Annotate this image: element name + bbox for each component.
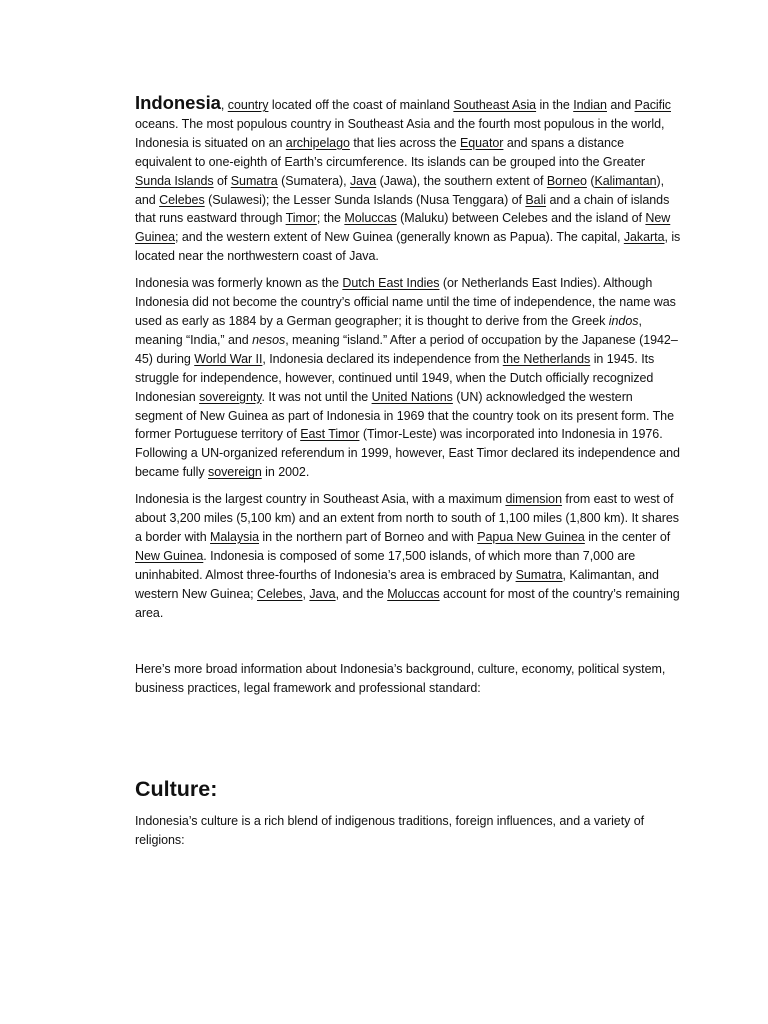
link-indian[interactable]: Indian <box>573 98 607 112</box>
link-united-nations[interactable]: United Nations <box>371 389 453 404</box>
text-run: of <box>213 173 231 188</box>
link-borneo[interactable]: Borneo <box>546 173 587 188</box>
link-equator[interactable]: Equator <box>459 135 504 150</box>
text-run: Indonesia was formerly known as the <box>135 276 343 291</box>
paragraph-history <box>135 274 683 482</box>
link-malaysia[interactable]: Malaysia <box>210 529 259 544</box>
text-run: located off the coast of mainland <box>268 98 454 112</box>
paragraph-culture: Indonesia’s culture is a rich blend of indigenous traditions, foreign influences, and a variety of religions: <box>135 814 645 848</box>
text-run: (Sumatera), <box>277 173 350 188</box>
link-java[interactable]: Java <box>349 173 377 188</box>
text-run: in 2002. <box>261 465 310 480</box>
text-run: (UN) acknowledged the western segment of New Guinea as part of Indonesia in 1969 that the country took on its present form. The former Portuguese territory of <box>135 389 674 442</box>
paragraph-intro: Here’s more broad information about Indonesia’s background, culture, economy, political system, business practices, legal framework and professional standard: <box>135 662 666 696</box>
text-run: oceans. The most populous country in Southeast Asia and the fourth most populous in the world, Indonesia is situated on an <box>135 116 665 150</box>
text-run: and <box>606 98 635 112</box>
link-world-war-ii[interactable]: World War II <box>194 351 263 366</box>
link-sunda-islands[interactable]: Sunda Islands <box>135 173 214 188</box>
text-run: and a chain of islands that runs eastward through <box>135 192 670 226</box>
text-run: ; the <box>316 211 345 226</box>
link-jakarta[interactable]: Jakarta <box>623 230 665 245</box>
text-run: , Indonesia declared its independence from <box>262 351 503 366</box>
link-new-guinea[interactable]: New Guinea <box>135 211 671 245</box>
text-run: in 1945. Its struggle for independence, however, continued until 1949, when the Dutch officially recognized Indonesian <box>135 351 655 404</box>
text-run: (Timor-Leste) was incorporated into Indonesia in 1976. Following a UN-organized referendum in 1999, however, East Timor declared its independence and became fully <box>135 427 680 480</box>
text-run: in the <box>536 98 574 112</box>
text-run: in the center of <box>584 529 671 544</box>
link-sovereign[interactable]: sovereign <box>208 465 262 480</box>
lead-term: Indonesia <box>135 92 221 113</box>
text-run: (or Netherlands East Indies). Although Indonesia did not become the country’s official name until the time of independence, the name was used as early as 1884 by a German geographer; it is thought to derive from the Greek <box>135 276 676 328</box>
text-run: . Indonesia is composed of some 17,500 islands, of which more than 7,000 are uninhabited. Almost three-fourths of Indonesia’s area is embraced by <box>135 548 636 582</box>
text-run: account for most of the country’s remaining area. <box>135 586 680 620</box>
link-east-timor[interactable]: East Timor <box>300 427 360 442</box>
link-sumatra[interactable]: Sumatra <box>515 567 563 582</box>
link-bali[interactable]: Bali <box>525 192 547 207</box>
link-the-netherlands[interactable]: the Netherlands <box>502 351 591 366</box>
text-run: that lies across the <box>349 135 460 150</box>
text-run: Indonesia is the largest country in Southeast Asia, with a maximum <box>135 492 506 507</box>
link-moluccas[interactable]: Moluccas <box>387 586 440 601</box>
text-run: , and the <box>335 586 388 601</box>
text-run: (Jawa), the southern extent of <box>376 173 547 188</box>
document-page <box>135 94 683 858</box>
text-run: , Kalimantan, and western New Guinea; <box>135 567 659 601</box>
link-southeast-asia[interactable]: Southeast Asia <box>453 98 537 112</box>
link-celebes[interactable]: Celebes <box>256 586 303 601</box>
text-run: from east to west of about 3,200 miles (5,100 km) and an extent from north to south of 1,100 miles (1,800 km). It shares a border with <box>135 492 679 544</box>
text-run: ), and <box>135 173 665 207</box>
text-run: , meaning “island.” After a period of occupation by the Japanese (1942–45) during <box>135 332 678 366</box>
text-run: , meaning “India,” and <box>135 313 642 347</box>
text-run: , <box>302 586 310 601</box>
link-java[interactable]: Java <box>309 586 336 601</box>
text-run: and spans a distance equivalent to one-eighth of Earth’s circumference. Its islands can be grouped into the Greater <box>135 135 645 169</box>
text-run: ; and the western extent of New Guinea (generally known as Papua). The capital, <box>175 230 624 245</box>
link-archipelago[interactable]: archipelago <box>285 135 350 150</box>
link-pacific[interactable]: Pacific <box>634 98 671 112</box>
link-kalimantan[interactable]: Kalimantan <box>594 173 657 188</box>
paragraph-geography <box>135 490 683 622</box>
link-moluccas[interactable]: Moluccas <box>344 211 397 226</box>
link-country[interactable]: country <box>227 98 269 112</box>
link-papua-new-guinea[interactable]: Papua New Guinea <box>477 529 585 544</box>
link-sovereignty[interactable]: sovereignty <box>199 389 262 404</box>
culture-heading: Culture: <box>135 777 218 802</box>
paragraph-overview <box>135 94 683 266</box>
italic-term: indos <box>608 313 639 328</box>
text-run: in the northern part of Borneo and with <box>258 529 478 544</box>
text-run: , <box>220 98 228 112</box>
text-run: (Sulawesi); the Lesser Sunda Islands (Nusa Tenggara) of <box>204 192 526 207</box>
link-celebes[interactable]: Celebes <box>159 192 205 207</box>
text-run: (Maluku) between Celebes and the island of <box>396 211 646 226</box>
text-run: , is located near the northwestern coast of Java. <box>135 230 681 264</box>
link-new-guinea[interactable]: New Guinea <box>135 548 204 563</box>
link-sumatra[interactable]: Sumatra <box>230 173 278 188</box>
text-run: ( <box>586 173 595 188</box>
italic-term: nesos <box>252 332 286 347</box>
link-timor[interactable]: Timor <box>285 211 317 226</box>
text-run: . It was not until the <box>261 389 372 404</box>
link-dimension[interactable]: dimension <box>505 492 562 507</box>
link-dutch-east-indies[interactable]: Dutch East Indies <box>342 276 440 291</box>
